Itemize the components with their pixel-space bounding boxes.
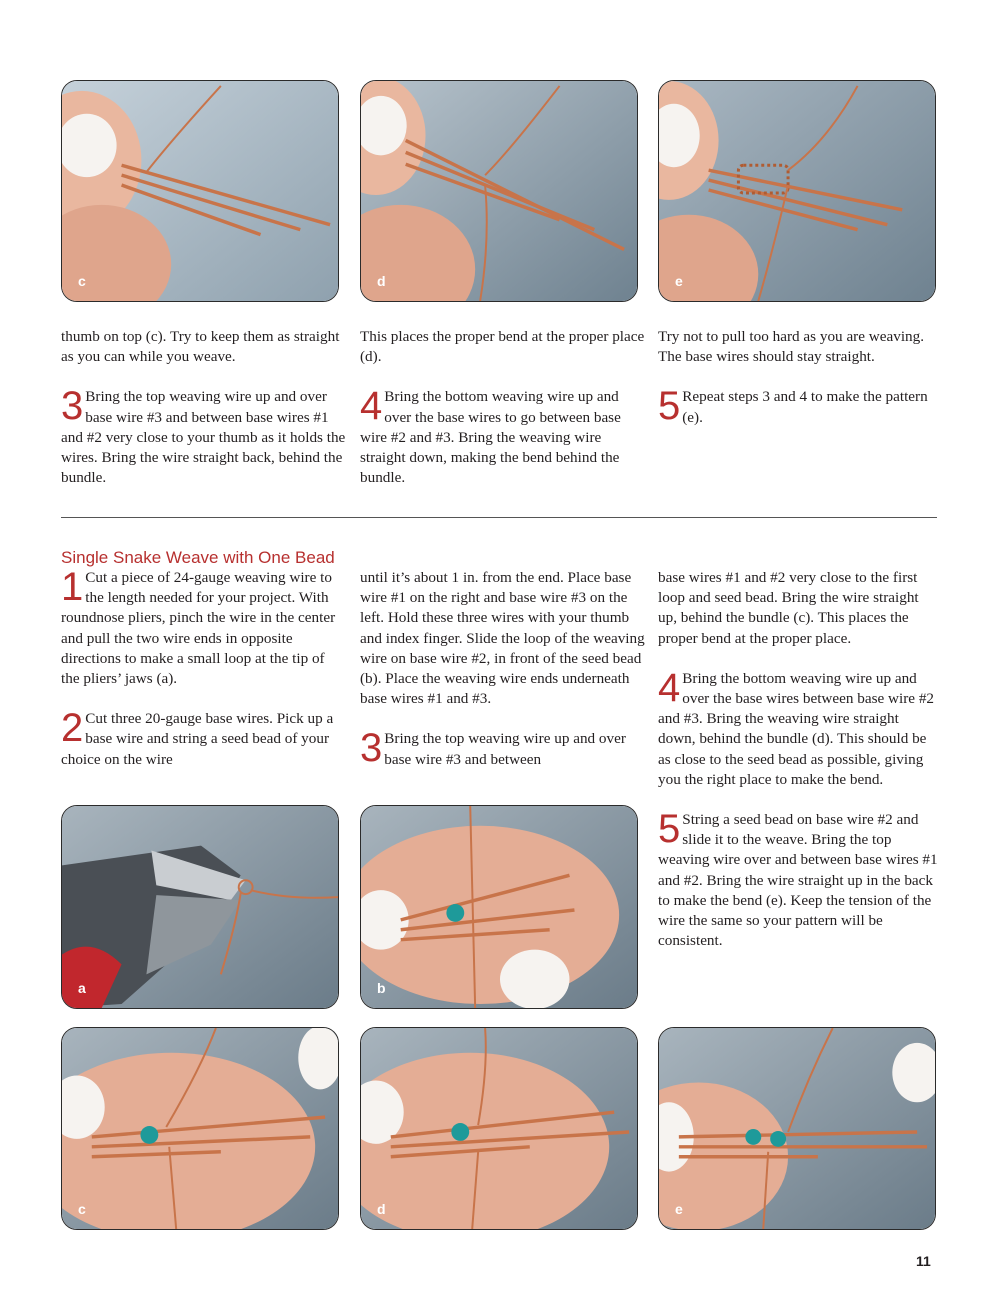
step-number: 3 <box>61 384 84 429</box>
photo-label: e <box>675 273 683 289</box>
step-text: Bring the bottom weaving wire up and over the base wires between base wire #2 and #3. Bring the weaving wire straight down, behind the bundle (d). This should be as close to the seed bead as possible, giving you the right place to make the bend. <box>658 669 935 788</box>
step-text: Bring the top weaving wire up and over base wire #3 and between <box>384 730 626 768</box>
paragraph: This places the proper bend at the proper place (d). <box>360 328 645 366</box>
photo-step-d-bottom <box>360 1027 638 1230</box>
photo-step-a <box>61 805 339 1009</box>
top-column-1 <box>61 327 346 488</box>
section-title: Single Snake Weave with One Bead <box>61 548 335 567</box>
step-paragraph <box>61 565 346 689</box>
paragraph: until it’s about 1 in. from the end. Place base wire #1 on the right and base wire #3 on the left. Hold these three wires with your thumb and index finger. Slide the loop of the weaving wire on base wire #2, in front of the seed bead (b). Place the weaving wire ends underneath base wires #1 and #3. <box>360 569 645 708</box>
photo-step-c-top <box>61 80 339 302</box>
step-number: 4 <box>360 384 383 429</box>
photo-label: c <box>78 1201 86 1217</box>
section-column-2 <box>360 568 645 770</box>
top-column-3 <box>658 327 943 428</box>
step-paragraph <box>61 384 346 488</box>
photo-label: c <box>78 273 86 289</box>
step-text: Repeat steps 3 and 4 to make the pattern (e). <box>682 388 928 426</box>
photo-label: d <box>377 1201 386 1217</box>
photo-step-e-top <box>658 80 936 302</box>
paragraph: Try not to pull too hard as you are weaving. The base wires should stay straight. <box>658 328 925 366</box>
step-number: 5 <box>658 384 681 429</box>
photo-label: a <box>78 980 86 996</box>
step-number: 2 <box>61 706 84 751</box>
top-column-2 <box>360 327 645 488</box>
section-column-1 <box>61 565 346 770</box>
section-divider <box>61 517 937 518</box>
page-number: 11 <box>916 1253 931 1269</box>
photo-step-c-bottom <box>61 1027 339 1230</box>
photo-step-b <box>360 805 638 1009</box>
step-text: String a seed bead on base wire #2 and slide it to the weave. Bring the top weaving wire over and between base wires #1 and #2. Bring the wire straight up in the back to make the bend (e). Keep the tension of the wire the same so your pattern will be consistent. <box>658 811 938 950</box>
paragraph: thumb on top (c). Try to keep them as straight as you can while you weave. <box>61 328 340 366</box>
step-text: Bring the top weaving wire up and over base wire #3 and between base wires #1 and #2 very close to your thumb as it holds the wires. Bring the wire straight back, behind the bundle. <box>61 388 346 487</box>
step-paragraph <box>658 665 938 790</box>
photo-step-e-bottom <box>658 1027 936 1230</box>
step-paragraph <box>360 384 645 488</box>
section-column-3 <box>658 568 938 951</box>
photo-label: d <box>377 273 386 289</box>
photo-label: b <box>377 980 386 996</box>
step-paragraph <box>658 384 943 429</box>
step-text: Bring the bottom weaving wire up and over the base wires to go between base wire #2 and #3. Bring the weaving wire straight down, making the bend behind the bundle. <box>360 388 621 487</box>
step-number: 3 <box>360 726 383 771</box>
step-paragraph <box>61 706 346 770</box>
step-text: Cut a piece of 24-gauge weaving wire to the length needed for your project. With roundnose pliers, pinch the wire in the center and pull the two wire ends in opposite directions to make a small loop at the tip of the pliers’ jaws (a). <box>61 569 336 688</box>
step-number: 1 <box>61 565 84 609</box>
photo-step-d-top <box>360 80 638 302</box>
paragraph: base wires #1 and #2 very close to the first loop and seed bead. Bring the wire straight up, behind the bundle (c). This places the proper bend at the proper place. <box>658 569 919 647</box>
photo-label: e <box>675 1201 683 1217</box>
step-number: 4 <box>658 665 681 710</box>
step-paragraph <box>360 726 645 771</box>
step-number: 5 <box>658 807 681 852</box>
step-text: Cut three 20-gauge base wires. Pick up a base wire and string a seed bead of your choice on the wire <box>61 710 334 768</box>
step-paragraph <box>658 807 938 951</box>
